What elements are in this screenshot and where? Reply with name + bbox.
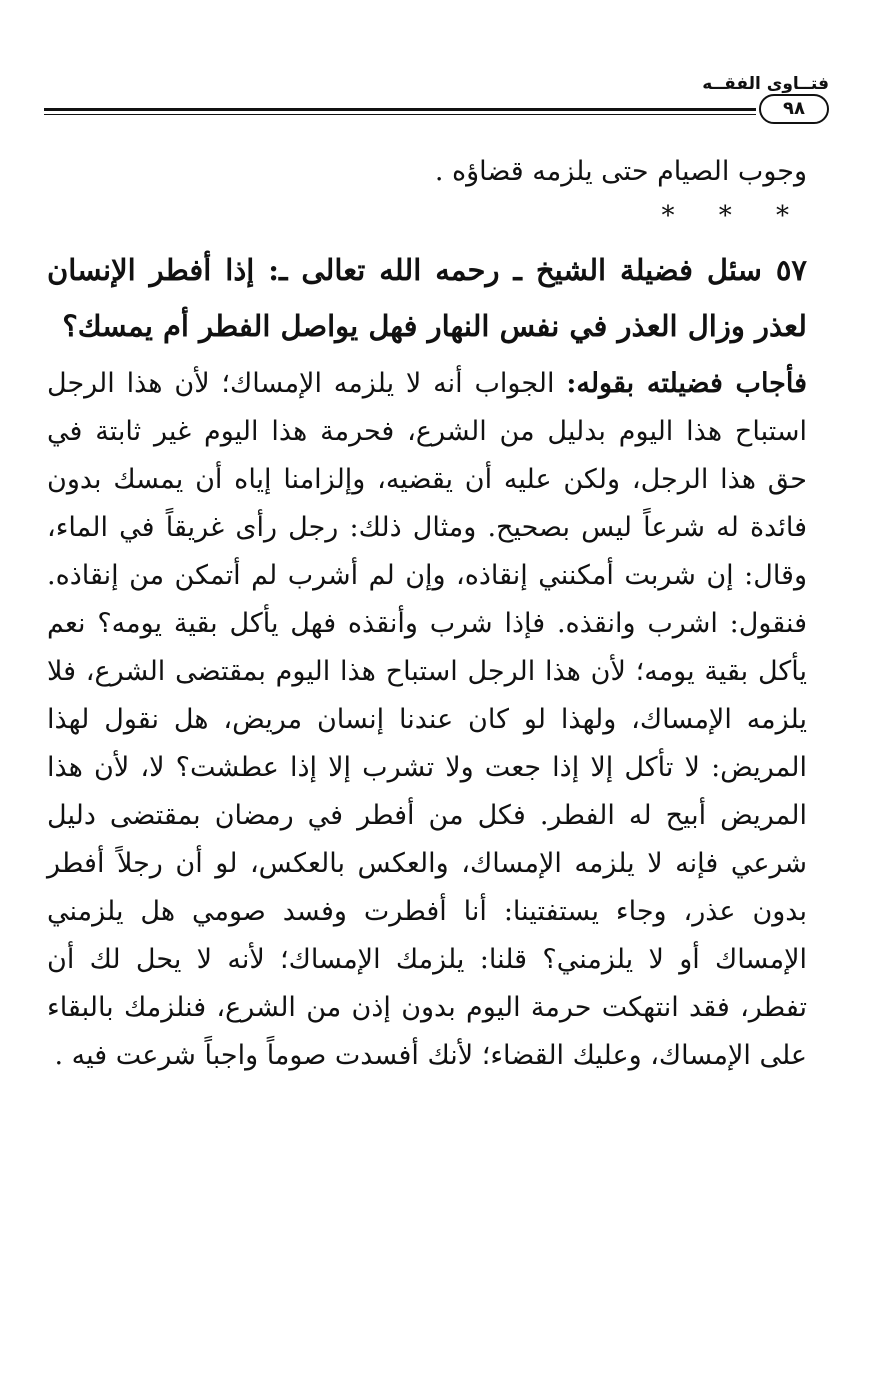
fatwa-question: ٥٧ سئل فضيلة الشيخ ـ رحمه الله تعالى ـ: إذا أفطر الإنسان لعذر وزال العذر في نفس النهار فهل يواصل الفطر أم يمسك؟ — [47, 253, 807, 343]
carryover-paragraph: وجوب الصيام حتى يلزمه قضاؤه . — [434, 156, 807, 187]
separator-star: * — [718, 201, 732, 231]
header-rule-thick — [44, 108, 756, 111]
header-rule-thin — [44, 114, 756, 115]
running-title: فتــاوى الفقــه — [702, 74, 829, 94]
section-separator — [47, 196, 807, 236]
fatwa-answer — [47, 360, 807, 1080]
separator-star: * — [776, 201, 789, 231]
answer-body: الجواب أنه لا يلزمه الإمساك؛ لأن هذا الرجل استباح هذا اليوم بدليل من الشرع، فحرمة هذا اليوم غير ثابتة في حق هذا الرجل، ولكن عليه أن يقضيه، وإلزامنا إياه أن يمسك بدون فائدة له شرعاً ليس بصحيح. ومثال ذلك: رجل رأى غريقاً في الماء، وقال: إن شربت أمكنني إنقاذه، وإن لم أشرب لم أتمكن من إنقاذه. فنقول: اشرب وانقذه. فإذا شرب وأنقذه فهل يأكل بقية يومه؟ نعم يأكل بقية يومه؛ لأن هذا الرجل استباح هذا اليوم بمقتضى الشرع، فلا يلزمه الإمساك، ولهذا لو كان عندنا إنسان مريض، هل نقول لهذا المريض: لا تأكل إلا إذا جعت ولا تشرب إلا إذا عطشت؟ لا، لأن هذا المريض أبيح له الفطر. فكل من أفطر في رمضان بمقتضى دليل شرعي فإنه لا يلزمه الإمساك، والعكس بالعكس، لو أن رجلاً أفطر بدون عذر، وجاء يستفتينا: أنا أفطرت وفسد صومي هل يلزمني الإمساك أو لا يلزمني؟ قلنا: يلزمك الإمساك؛ لأنه لا يحل لك أن تفطر، فقد انتهكت حرمة اليوم بدون إذن من الشرع، فنلزمك بالبقاء على الإمساك، وعليك القضاء؛ لأنك أفسدت صوماً واجباً شرعت فيه . — [47, 368, 807, 1071]
page-content — [47, 148, 807, 1080]
answer-lead: فأجاب فضيلته بقوله: — [566, 368, 808, 399]
page-number: ٩٨ — [759, 94, 829, 124]
separator-star: * — [661, 201, 675, 231]
